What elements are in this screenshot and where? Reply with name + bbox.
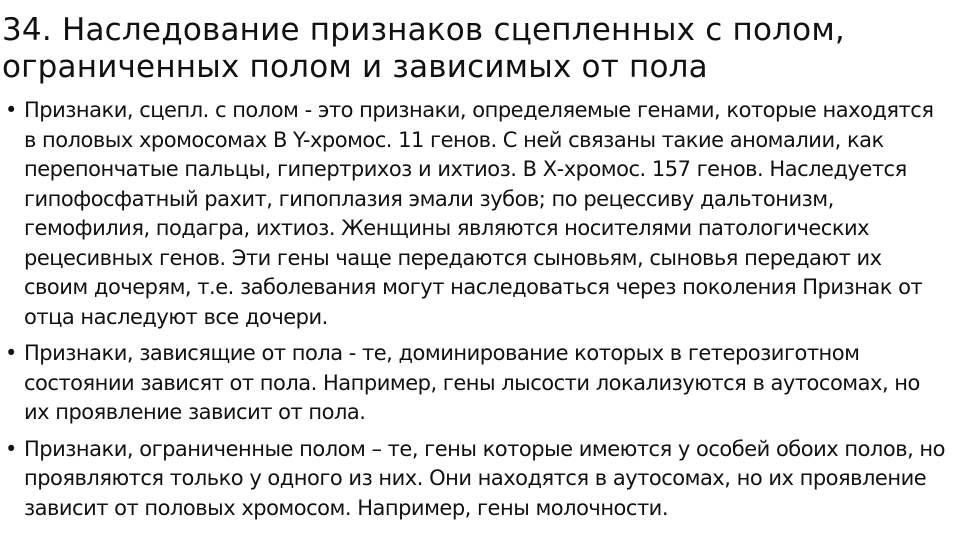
bullet-text: Признаки, сцепл. с полом - это признаки, определяемые генами, которые находятся в половых хромосомах В Y-хромос. 11 генов. С ней связаны такие аномалии, как перепончатые пальцы, гипертрихоз и ихтиоз. В Х-хромос. 157 генов. Наследуется гипофосфатный рахит, гипоплазия эмали зубов; по рецессиву дальтонизм, гемофилия, подагра, ихтиоз. Женщины являются носителями патологических рецесивных генов. Эти гены чаще передаются сыновьям, сыновья передают их своим дочерям, т.е. заболевания могут наследоваться через поколения Признак от отца наследуют все дочери. [24,98,934,329]
bullet-text: Признаки, зависящие от пола - те, доминирование которых в гетерозиготном состоянии зависят от пола. Например, гены лысости локализуются в аутосомах, но их проявление зависит от пола. [24,341,920,424]
bullet-list [0,96,950,530]
bullet-item-sex-dependent [0,339,950,428]
bullet-text: Признаки, ограниченные полом – те, гены которые имеются у особей обоих полов, но проявляются только у одного из них. Они находятся в аутосомах, но их проявление зависит от половых хромосом. Например, гены молочности. [24,436,946,520]
bullet-dot-icon: • [5,436,17,461]
slide-title: 34. Наследование признаков сцепленных с полом, ограниченных полом и зависимых от пола [2,12,845,85]
bullet-dot-icon: • [5,341,17,365]
bullet-item-sex-limited [0,435,950,524]
bullet-dot-icon: • [5,98,17,122]
bullet-item-sex-linked [0,96,950,332]
